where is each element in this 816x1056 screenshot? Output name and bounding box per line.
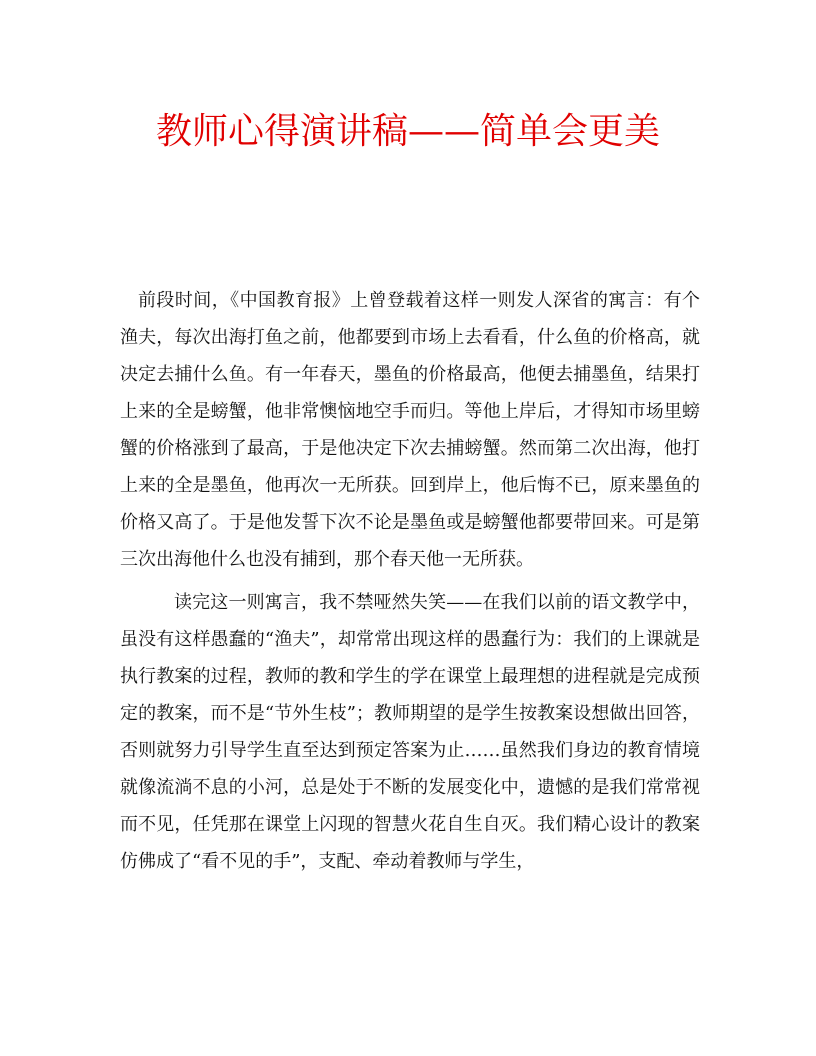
paragraph-1: 前段时间，《中国教育报》上曾登载着这样一则发人深省的寓言：有个渔夫，每次出海打鱼之前，他都要到市场上去看看，什么鱼的价格高，就决定去捕什么鱼。有一年春天，墨鱼的价格最高，他便去捕墨鱼，结果打上来的全是螃蟹，他非常懊恼地空手而归。等他上岸后，才得知市场里螃蟹的价格涨到了最高，于是他决定下次去捕螃蟹。然而第二次出海，他打上来的全是墨鱼，他再次一无所获。回到岸上，他后悔不已，原来墨鱼的价格又高了。于是他发誓下次不论是墨鱼或是螃蟹他都要带回来。可是第三次出海他什么也没有捕到，那个春天他一无所获。 [120,290,700,570]
paragraph-2: 读完这一则寓言，我不禁哑然失笑——在我们以前的语文教学中，虽没有这样愚蠢的“渔夫”，却常常出现这样的愚蠢行为：我们的上课就是执行教案的过程，教师的教和学生的学在课堂上最理想的进程就是完成预定的教案，而不是“节外生枝”；教师期望的是学生按教案设想做出回答，否则就努力引导学生直至达到预定答案为止……虽然我们身边的教育情境就像流淌不息的小河，总是处于不断的发展变化中，遗憾的是我们常常视而不见，任凭那在课堂上闪现的智慧火花自生自灭。我们精心设计的教案仿佛成了“看不见的手”，支配、牵动着教师与学生， [120,592,700,872]
page-title: 教师心得演讲稿——简单会更美 [155,111,660,152]
document-body [120,282,700,880]
